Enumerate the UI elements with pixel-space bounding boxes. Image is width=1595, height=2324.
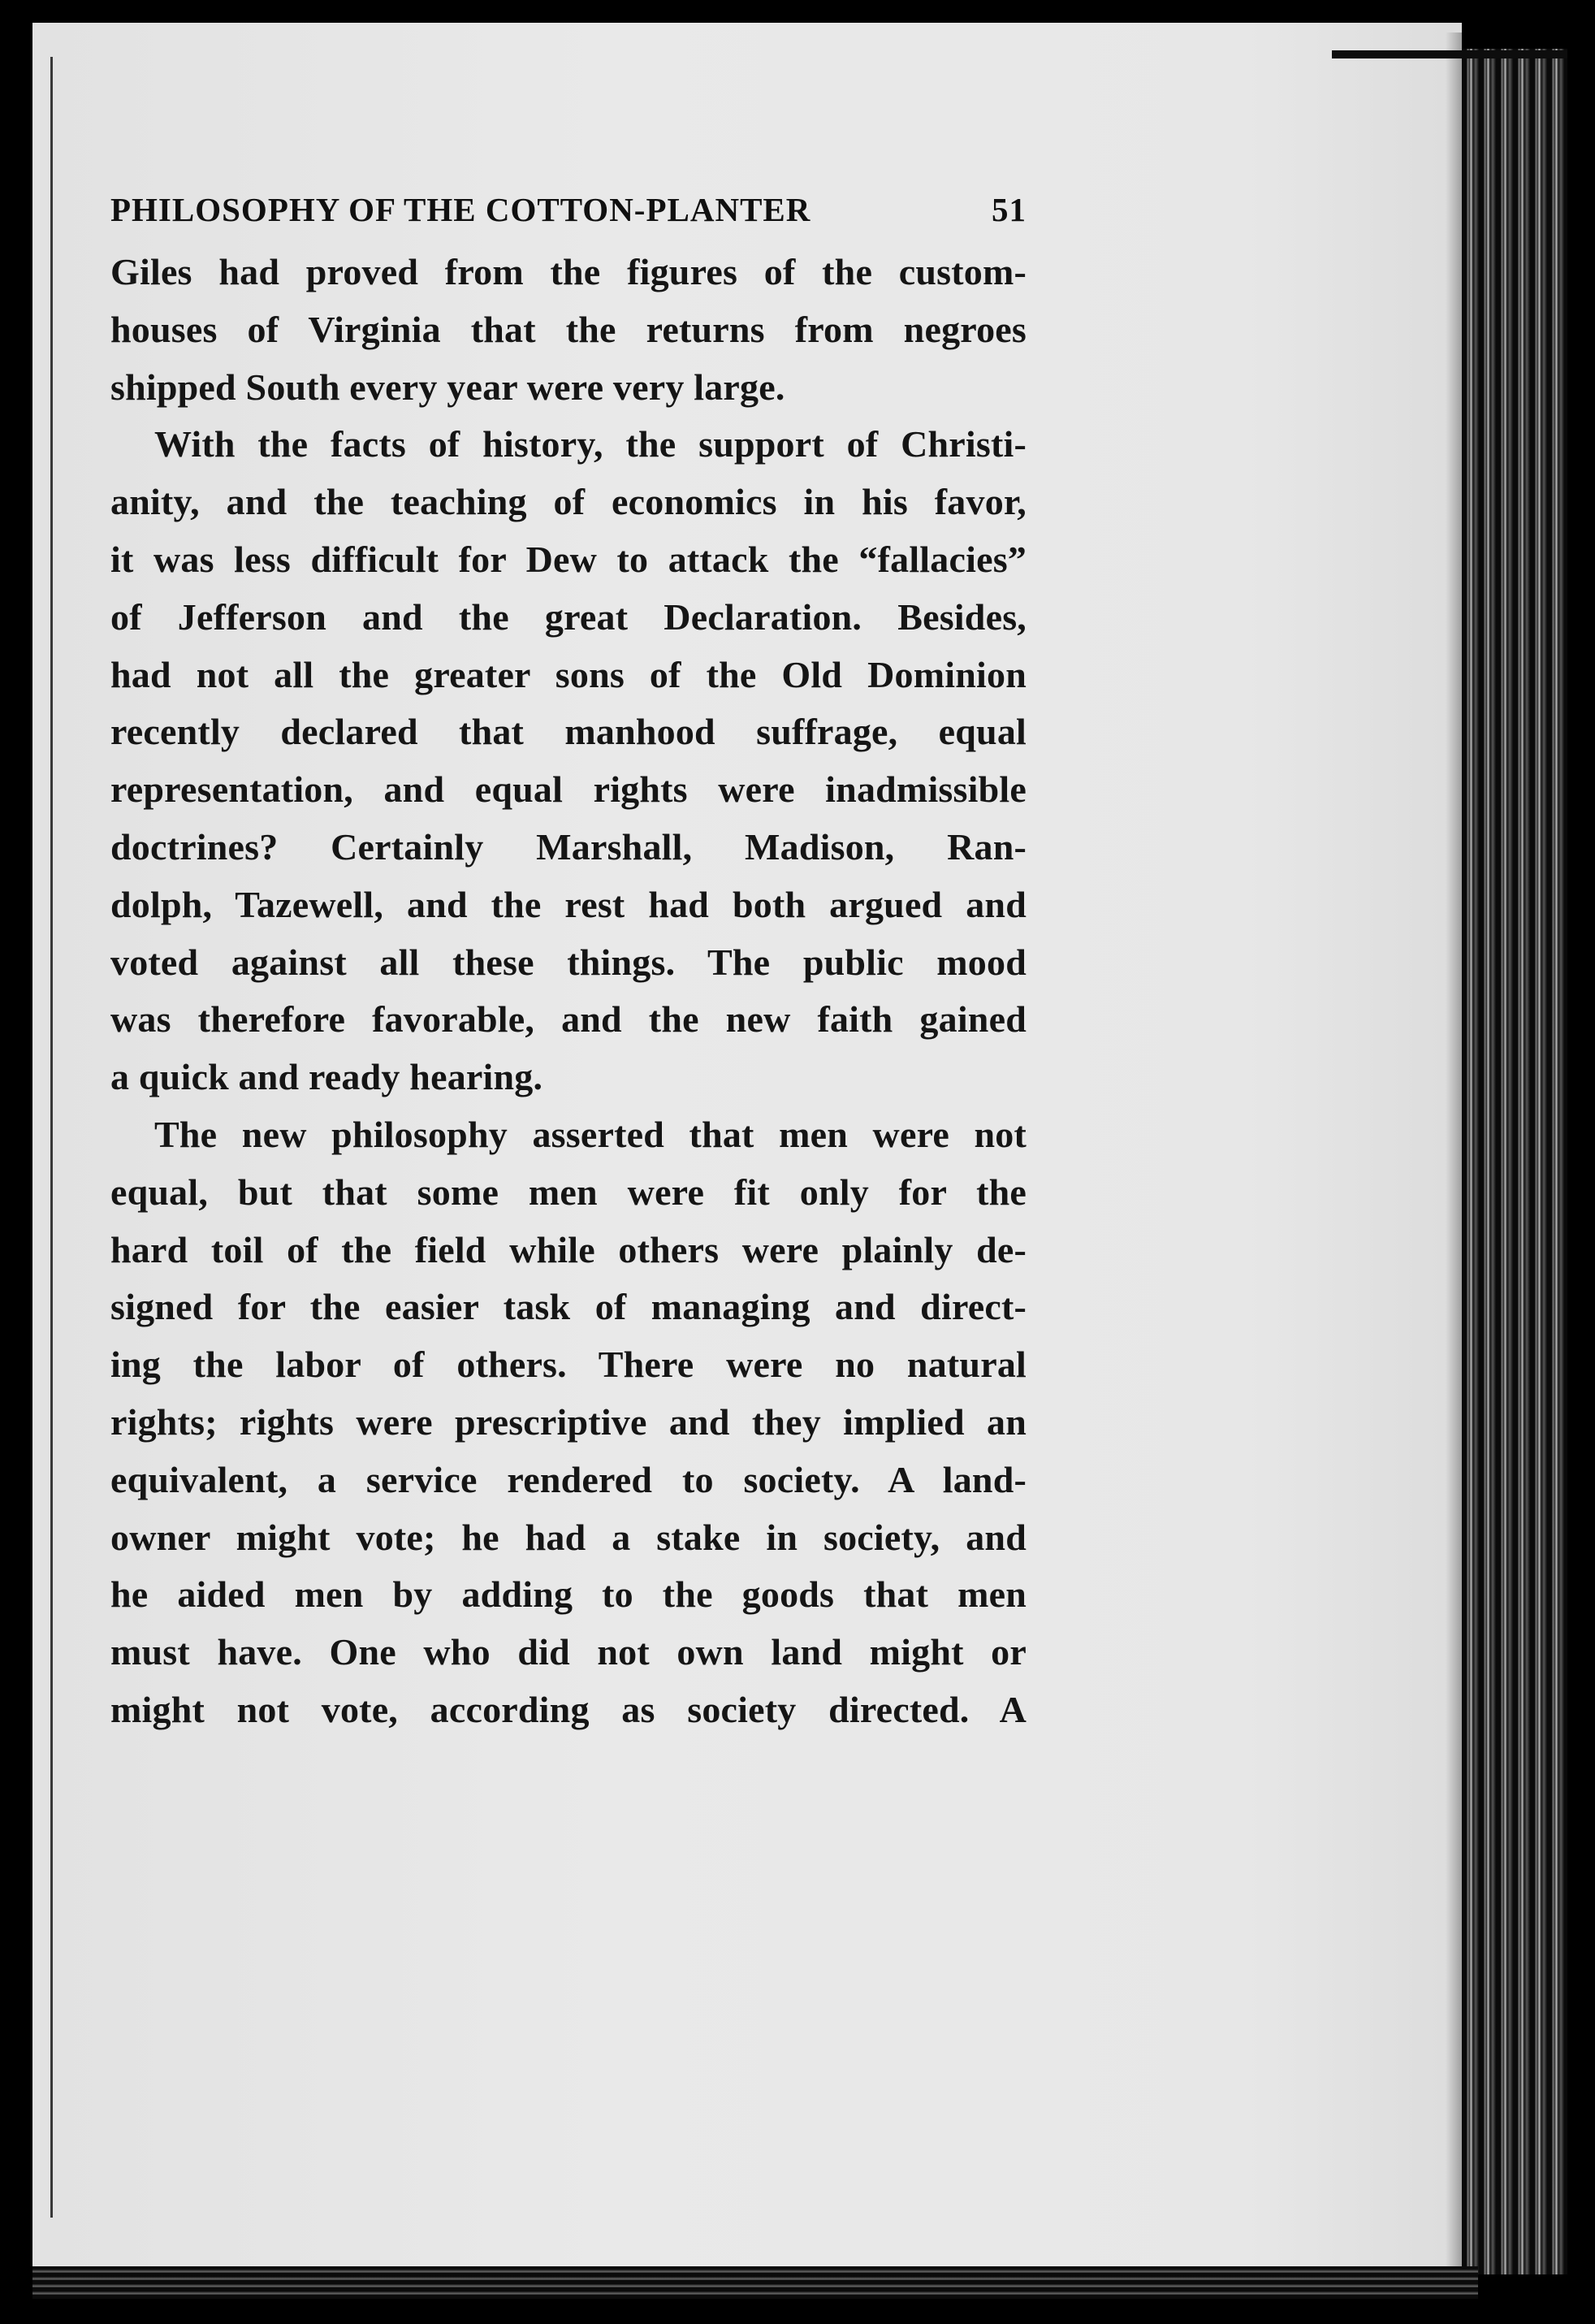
page-text-block <box>110 175 1027 1739</box>
text-line: representation, and equal rights were inadmissible <box>110 768 1027 811</box>
text-line: shipped South every year were very large. <box>110 366 785 408</box>
text-line: signed for the easier task of managing and direct- <box>110 1286 1027 1328</box>
gutter-line <box>50 57 53 2218</box>
text-line: Giles had proved from the figures of the custom- <box>110 251 1027 292</box>
text-line: was therefore favorable, and the new faith gained <box>110 998 1027 1041</box>
text-line: hard toil of the field while others were plainly de- <box>110 1228 1027 1270</box>
text-line: doctrines? Certainly Marshall, Madison, Ran- <box>110 825 1027 868</box>
page-number: 51 <box>992 191 1027 228</box>
text-line: houses of Virginia that the returns from negroes <box>110 308 1027 350</box>
running-head-title: PHILOSOPHY OF THE COTTON-PLANTER <box>110 191 811 228</box>
text-line: dolph, Tazewell, and the rest had both argued and <box>110 883 1027 925</box>
text-line: recently declared that manhood suffrage, equal <box>110 711 1027 753</box>
text-line: anity, and the teaching of economics in his favor, <box>110 481 1027 523</box>
text-line: ing the labor of others. There were no natural <box>110 1344 1027 1386</box>
text-line: a quick and ready hearing. <box>110 1056 543 1098</box>
text-line: he aided men by adding to the goods that men <box>110 1573 1027 1616</box>
text-line: voted against all these things. The public mood <box>110 941 1027 983</box>
running-head <box>110 175 1027 244</box>
fore-edge-page-stack <box>1462 49 1567 2274</box>
text-line: With the facts of history, the support of Christi- <box>154 423 1027 465</box>
text-line: equal, but that some men were fit only for the <box>110 1171 1027 1213</box>
paragraph-2 <box>110 416 1027 1106</box>
top-edge-mark <box>1332 50 1567 58</box>
text-line: might not vote, according as society directed. A <box>110 1688 1027 1730</box>
text-line: rights; rights were prescriptive and they implied an <box>110 1400 1027 1443</box>
text-line: it was less difficult for Dew to attack the “fallacies” <box>110 538 1027 580</box>
bottom-edge-page-stack <box>32 2266 1478 2299</box>
text-line: must have. One who did not own land might or <box>110 1631 1027 1673</box>
text-line: equivalent, a service rendered to society. A land- <box>110 1458 1027 1500</box>
text-line: owner might vote; he had a stake in society, and <box>110 1516 1027 1558</box>
text-line: The new philosophy asserted that men were not <box>154 1113 1027 1155</box>
text-line: of Jefferson and the great Declaration. Besides, <box>110 595 1027 638</box>
text-line: had not all the greater sons of the Old Dominion <box>110 653 1027 695</box>
paragraph-3 <box>110 1106 1027 1739</box>
paragraph-1 <box>110 244 1027 416</box>
